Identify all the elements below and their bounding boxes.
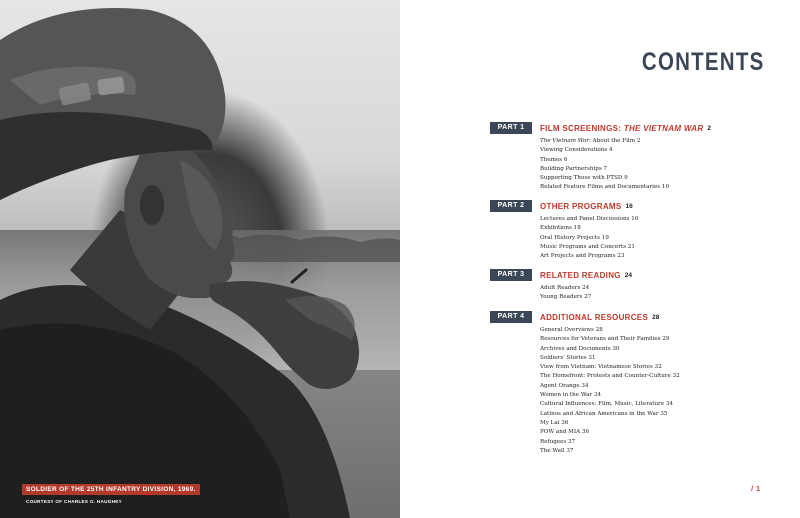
toc-item[interactable]: Refugees 37 [540,438,576,445]
toc-item[interactable]: Lectures and Panel Discussions 16 [540,216,639,222]
part-page-number: 2 [707,124,712,132]
toc-item[interactable]: Women in the War 34 [540,392,602,399]
part-3-section [490,269,790,303]
toc-item[interactable]: My Lai 36 [540,419,569,426]
toc-item[interactable]: Adult Readers 24 [540,285,590,291]
part-2-heading[interactable] [490,200,790,212]
folio-number: 1 [756,486,760,493]
toc-item[interactable]: Young Readers 27 [540,294,592,301]
part-title: ADDITIONAL RESOURCES [540,312,649,322]
part-page-number: 28 [652,313,660,321]
part-badge: PART 1 [490,122,532,134]
toc-item[interactable]: Latinos and African Americans in the War 35 [540,410,668,417]
part-1-heading[interactable] [490,122,790,134]
part-4-items [540,326,790,456]
toc-item[interactable]: POW and MIA 36 [540,429,590,436]
folio-slash: / [751,486,754,493]
part-2-section [490,200,790,261]
toc-item[interactable]: Themes 6 [540,156,568,163]
part-2-items [540,215,790,261]
part-badge: PART 3 [490,269,532,281]
toc-item[interactable]: View from Vietnam: Vietnamese Stories 32 [540,364,662,371]
part-badge: PART 4 [490,311,532,323]
toc-item[interactable]: Music Programs and Concerts 21 [540,243,635,250]
toc-item[interactable]: Archives and Documents 30 [540,345,620,352]
part-1-items [540,137,790,193]
page-number [751,486,760,493]
toc-item[interactable]: The Wall 37 [540,447,574,454]
caption-credit: COURTESY OF CHARLES O. HAUGHEY [26,499,122,504]
toc-item[interactable]: The Vietnam War: About the Film 2 [540,138,641,144]
part-badge: PART 2 [490,200,532,212]
part-title: OTHER PROGRAMS [540,201,622,211]
part-title: FILM SCREENINGS: THE VIETNAM WAR [540,123,704,133]
toc-item[interactable]: Soldiers' Stories 31 [540,354,596,361]
part-4-section [490,311,790,456]
photo-caption [22,478,200,504]
toc-item[interactable]: The Homefront: Protests and Counter-Culture 32 [540,373,680,380]
toc-item[interactable]: Exhibitions 18 [540,225,581,232]
toc-item[interactable]: Related Feature Films and Documentaries 10 [540,184,670,191]
toc-item[interactable]: Resources for Veterans and Their Families 29 [540,336,670,343]
toc-item[interactable]: Agent Orange 34 [540,382,589,389]
part-1-section [490,122,790,193]
toc-item[interactable]: Art Projects and Programs 23 [540,253,625,260]
part-title: RELATED READING [540,270,621,280]
toc-item[interactable]: Building Partnerships 7 [540,165,608,172]
part-page-number: 16 [625,202,633,210]
part-4-heading[interactable] [490,311,790,323]
toc-item[interactable]: Supporting Those with PTSD 9 [540,175,628,182]
toc-item[interactable]: Cultural Influences: Film, Music, Literature 34 [540,401,673,408]
part-3-heading[interactable] [490,269,790,281]
page-title: CONTENTS [641,48,764,76]
part-page-number: 24 [624,271,633,279]
caption-title: SOLDIER OF THE 25TH INFANTRY DIVISION, 1969. [22,484,200,495]
contents-page [400,0,800,518]
toc-item[interactable]: Oral History Projects 19 [540,234,609,241]
toc-item[interactable]: General Overviews 28 [540,327,603,333]
part-3-items [540,284,790,303]
toc-item[interactable]: Viewing Considerations 4 [540,147,613,154]
